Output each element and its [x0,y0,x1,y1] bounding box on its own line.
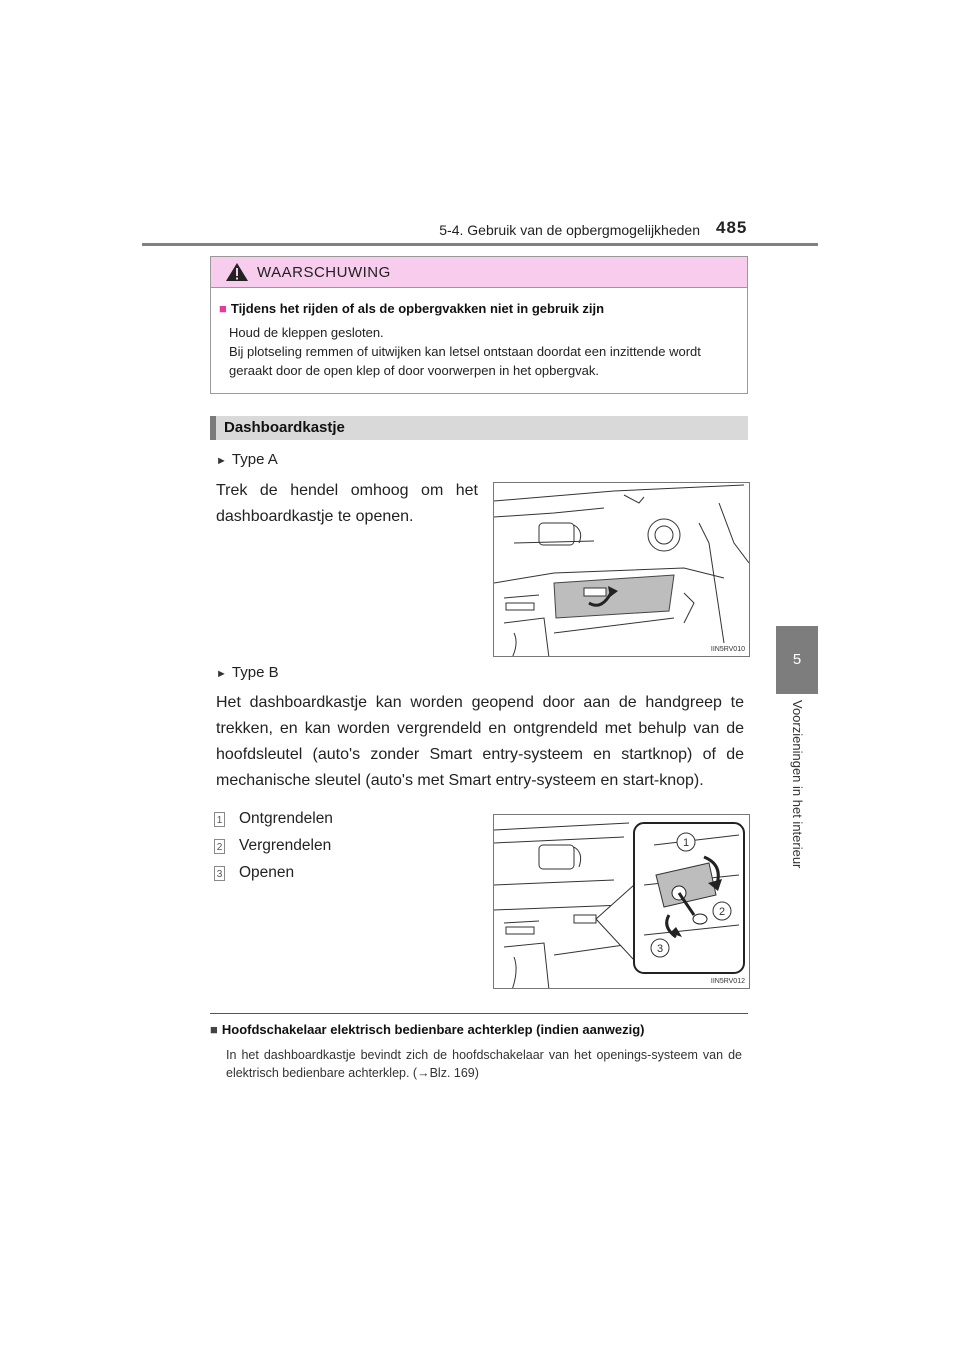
warning-line: Houd de kleppen gesloten. [229,325,384,340]
triangle-arrow-icon: ► [216,455,227,467]
item-label: Ontgrendelen [239,810,333,827]
callout-1: 1 [682,837,690,849]
type-b-text: Het dashboardkastje kan worden geopend door aan de handgreep te trekken, en kan worden vergrendeld en ontgrendeld met behulp van de hoofdsleutel (auto's zonder Smart entry-systeem en startknop) of de mechanische sleutel (auto's met Smart entry-systeem en start-knop). [216,694,744,789]
note-heading: ■ Hoofdschakelaar elektrisch bedienbare achterklep (indien aanwezig) [210,1022,645,1037]
header-divider [142,243,818,246]
section-title: Dashboardkastje [224,419,345,436]
glovebox-lever-illustration [494,483,750,657]
figure-code: IIN5RV010 [710,646,745,653]
type-a-label: ► Type A [216,451,278,468]
callout-2: 2 [718,906,726,918]
type-a-text: Trek de hendel omhoog om het dashboardkastje te openen. [216,482,478,525]
warning-triangle-icon [225,262,249,282]
warning-title: WAARSCHUWING [257,263,391,281]
type-a-illustration [493,482,750,657]
list-item-unlock [214,810,333,828]
square-bullet-icon: ■ [219,301,227,316]
section-accent [210,416,216,440]
warning-header [211,257,747,288]
triangle-arrow-icon: ► [216,668,227,680]
item-label: Vergrendelen [239,837,332,854]
type-b-label: ► Type B [216,664,279,681]
section-heading-bar [210,416,748,440]
warning-body [229,323,744,380]
figure-code: IIN5RV012 [710,978,745,985]
callout-3: 3 [656,943,664,955]
glovebox-key-illustration [494,815,750,989]
square-bullet-icon: ■ [210,1022,218,1037]
chapter-tab: 5 [776,626,818,694]
list-item-lock [214,837,331,855]
running-header-title: 5-4. Gebruik van de opbergmogelijkheden [439,222,700,238]
page-number: 485 [716,218,748,237]
warning-line: Bij plotseling remmen of uitwijken kan letsel ontstaan doordat een inzittende wordt geraakt door de open klep of door voorwerpen in het opbergvak. [229,344,701,378]
item-number: 3 [214,866,225,881]
item-number: 1 [214,812,225,827]
list-item-open [214,864,294,882]
item-label: Openen [239,864,295,881]
chapter-tab-label: Voorzieningen in het interieur [790,700,805,869]
note-body: In het dashboardkastje bevindt zich de hoofdschakelaar van het openings-systeem van de elektrisch bedienbare achterklep. (→Blz. 169) [226,1048,742,1080]
note-divider [210,1013,748,1014]
item-number: 2 [214,839,225,854]
warning-subheading: ■ Tijdens het rijden of als de opbergvakken niet in gebruik zijn [219,301,605,316]
warning-box [210,256,748,394]
type-b-illustration [493,814,750,989]
